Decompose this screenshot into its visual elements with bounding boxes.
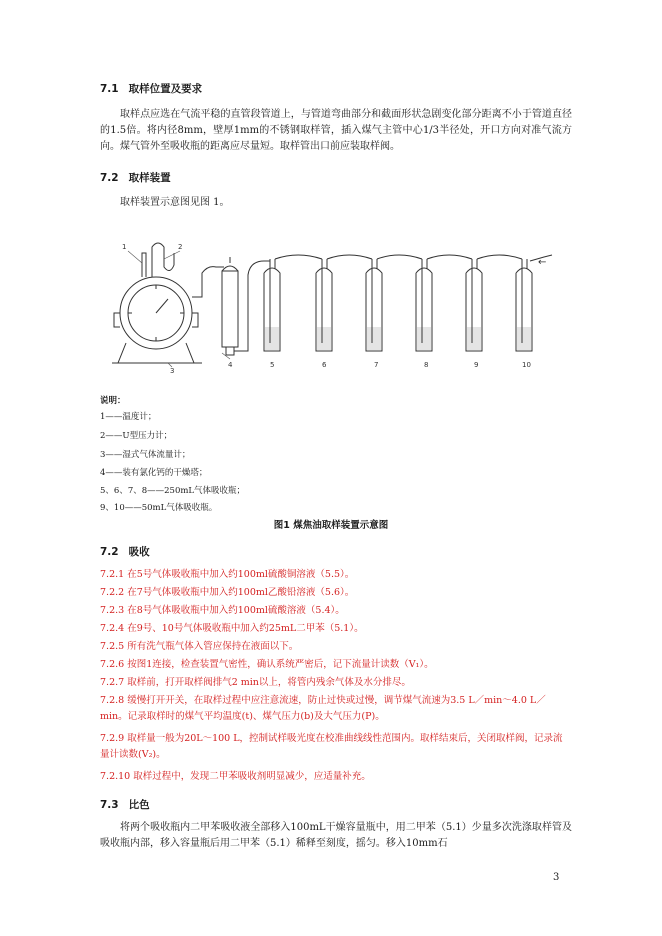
label-7: 7: [374, 361, 379, 369]
sampling-apparatus-diagram: [112, 235, 572, 375]
connecting-tube: [275, 255, 322, 259]
step-7-2-4: 7.2.4 在9号、10号气体吸收瓶中加入约25mL二甲苯（5.1）。: [100, 623, 364, 634]
label-6: 6: [322, 361, 327, 369]
page-number: 3: [553, 872, 560, 883]
bottle-liquid: [367, 327, 381, 350]
bottle-liquid: [467, 327, 481, 350]
section-heading-7-3: 7.3 比色: [100, 799, 150, 811]
step-7-2-1: 7.2.1 在5号气体吸收瓶中加入约100ml硫酸铜溶液（5.5）。: [100, 569, 355, 580]
label-1: 1: [122, 243, 127, 251]
section-heading-7-1: 7.1 取样位置及要求: [100, 83, 203, 95]
step-7-2-8: 7.2.8 缓慢打开开关，在取样过程中应注意流速，防止过快或过慢，调节煤气流速为3.5 L／min～4.0 L／min。记录取样时的煤气平均温度(t)、煤气压力(b)及大气压力(P)。: [100, 695, 546, 722]
label-3: 3: [170, 367, 175, 375]
legend-item: 5、6、7、8——250mL气体吸收瓶；: [100, 486, 246, 496]
step-7-2-10: 7.2.10 取样过程中，发现二甲苯吸收剂明显减少，应适量补充。: [100, 771, 371, 782]
u-manometer: [152, 243, 174, 277]
connecting-tube: [427, 255, 472, 259]
pipe-meter-to-tower: [192, 267, 224, 297]
label-4: 4: [228, 361, 233, 369]
step-7-2-2: 7.2.2 在7号气体吸收瓶中加入约100ml乙酸铅溶液（5.6）。: [100, 587, 355, 598]
bottle-liquid: [417, 327, 431, 350]
step-7-2-6: 7.2.6 按图1连接，检查装置气密性，确认系统严密后，记下流量计读数（V₁）。: [100, 659, 434, 670]
legend-item: 2——U型压力计；: [100, 431, 173, 441]
bottle-liquid: [317, 327, 331, 350]
gas-meter-base: [118, 343, 194, 363]
pipe-tower-to-bottles: [234, 261, 270, 351]
legend-item: 3——湿式气体流量计；: [100, 450, 191, 460]
gas-meter-needle: [156, 299, 168, 313]
label-8: 8: [424, 361, 429, 369]
gas-meter-inlet: [114, 313, 120, 327]
connecting-tube: [477, 255, 522, 259]
thermometer: [142, 253, 146, 277]
legend-item: 9、10——50mL气体吸收瓶。: [100, 503, 218, 513]
step-7-2-7: 7.2.7 取样前，打开取样阀排气2 min以上，将管内残余气体及水分排尽。: [100, 677, 411, 688]
gas-flow-arrow-icon: ←: [538, 257, 547, 268]
bottle-liquid: [265, 327, 279, 350]
label-10: 10: [522, 361, 531, 369]
connecting-tube: [377, 255, 422, 259]
label-5: 5: [270, 361, 275, 369]
label-9: 9: [474, 361, 479, 369]
section-heading-7-2-absorption: 7.2 吸收: [100, 546, 150, 558]
legend-title: 说明：: [100, 396, 126, 406]
step-7-2-9: 7.2.9 取样量一般为20L～100 L，控制试样吸光度在校准曲线线性范围内。取样结束后，关闭取样阀，记录流量计读数(V₂)。: [100, 733, 563, 760]
paragraph-sampling-location: 取样点应选在气流平稳的直管段管道上，与管道弯曲部分和截面形状急剧变化部分距离不小于管道直径的1.5倍。将内径8mm，壁厚1mm的不锈钢取样管，插入煤气主管中心1/3半径处，开口方向对准气流方向。煤气管外至吸收瓶的距离应尽量短。取样管出口前应装取样阀。: [100, 109, 572, 152]
absorption-bottles: [264, 255, 532, 351]
paragraph-colorimetry: 将两个吸收瓶内二甲苯吸收液全部移入100mL干燥容量瓶中，用二甲苯（5.1）少量多次洗涤取样管及吸收瓶内部，移入容量瓶后用二甲苯（5.1）稀释至刻度，摇匀。移入10mm石: [100, 822, 572, 849]
connecting-tube: [327, 255, 372, 259]
figure-caption: 图1 煤焦油取样装置示意图: [273, 520, 389, 531]
drying-tower-body: [222, 271, 238, 347]
legend-item: 4——装有氯化钙的干燥塔；: [100, 468, 208, 478]
gas-meter-outlet-stub: [192, 313, 198, 327]
label-2: 2: [178, 243, 183, 251]
step-7-2-3: 7.2.3 在8号气体吸收瓶中加入约100ml硫酸溶液（5.4）。: [100, 605, 345, 616]
bottle-liquid: [517, 327, 531, 350]
step-7-2-5: 7.2.5 所有洗气瓶气体入管应保持在液面以下。: [100, 641, 299, 652]
section-heading-7-2: 7.2 取样装置: [100, 172, 171, 184]
legend-item: 1——温度计；: [100, 412, 157, 422]
paragraph-figure-reference: 取样装置示意图见图 1。: [120, 197, 230, 208]
